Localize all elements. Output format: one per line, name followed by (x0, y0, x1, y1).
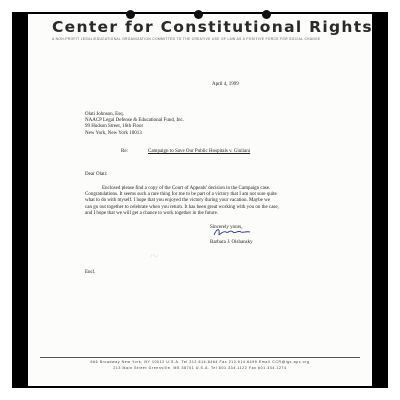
signature (212, 226, 252, 238)
body-line: and I hope that we will get a chance to work together in the future. (85, 210, 219, 216)
body-line: Congratulations. It seems such a rare thing for me to be part of a victory that I am not sure quite (85, 192, 277, 198)
recipient-line: Olati Johnson, Esq. (85, 112, 124, 117)
letter-date: April 4, 1999 (212, 82, 239, 87)
body-line: can go out together to celebrate when you return. It has been great working with you on the case, (85, 204, 279, 210)
re-subject: Campaign to Save Our Public Hospitals v. Giuliani (148, 149, 251, 154)
letterhead-org-name: Center for Constitutional Rights (52, 18, 373, 36)
re-label: Re: (121, 149, 128, 154)
closing: Sincerely yours, (210, 225, 243, 230)
body-line: what to do with myself. I hope that you enjoyed the victory during your vacation. Maybe we (85, 198, 270, 204)
letterhead-tagline: A NON-PROFIT LEGAL/EDUCATIONAL ORGANIZATION COMMITTED TO THE CREATIVE USE OF LAW AS A POSITIVE FORCE FOR SOCIAL CHANGE (52, 37, 321, 41)
footer-address-ms: 213 Main Street Greenville, MS 38701 U.S.A. Tel 601.334.1122 Fax 601.334.1274 (113, 366, 287, 370)
signer-name: Barbara J. Olshansky (210, 240, 253, 245)
enclosure-note: Encl. (85, 270, 96, 275)
recipient-address (85, 112, 184, 137)
watermark-script: ~ (150, 248, 159, 265)
recipient-line: NAACP Legal Defense & Educational Fund, Inc. (85, 118, 184, 124)
footer-address-ny: 666 Broadway New York, NY 10012 U.S.A. Tel 212.614.6464 Fax 212.614.6499 Email CCR@igc.apc.org (90, 360, 310, 364)
recipient-line: New York, New York 10013 (85, 130, 142, 136)
body-line: Enclosed please find a copy of the Court of Appeals' decision in the Campaign case. (102, 186, 271, 191)
recipient-line: 99 Hudson Street, 16th Floor (85, 124, 144, 130)
footer-divider (40, 357, 360, 358)
greeting: Dear Olati: (85, 172, 108, 177)
letter-body (85, 186, 322, 217)
